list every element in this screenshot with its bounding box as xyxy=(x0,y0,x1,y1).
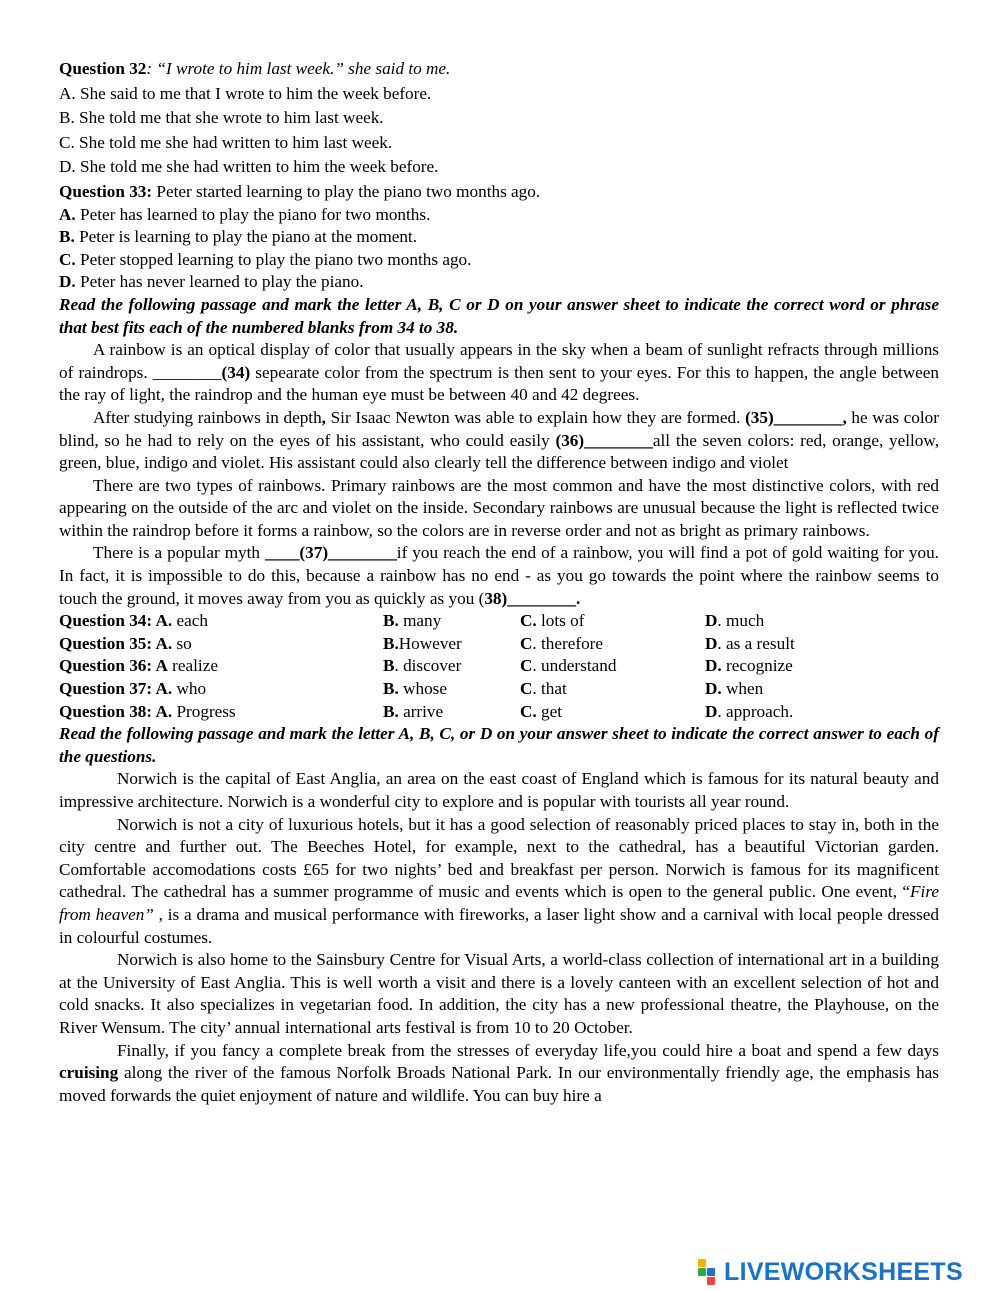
q33-option-a: A. Peter has learned to play the piano for two months. xyxy=(59,204,431,224)
liveworksheets-brand-text: LIVEWORKSHEETS xyxy=(724,1257,963,1286)
answer-row-37: Question 37: A. who B. whose C. that D. when xyxy=(59,679,764,699)
q33-option-d: D. Peter has never learned to play the piano. xyxy=(59,272,364,292)
answer-grid xyxy=(59,610,939,723)
worksheet-page xyxy=(59,58,939,1107)
passage2-paragraph-2: Norwich is not a city of luxurious hotels, but it has a good selection of reasonably priced places to stay in, both in the city centre and further out. The Beeches Hotel, for example, next to the cathedral, has a beautiful Victorian garden. Comfortable accomodations costs £65 for two nights’ bed and breakfast per person. Norwich is famous for its magnificent cathedral. The cathedral has a summer programme of music and events which is open to the general public. One event, “Fire from heaven” , is a drama and musical performance with fireworks, a laser light show and a carnival with local people dressed in colourful costumes. xyxy=(59,814,939,947)
passage1-paragraph-2: After studying rainbows in depth, Sir Isaac Newton was able to explain how they are formed. (35)________, he was color blind, so he had to rely on the eyes of his assistant, who could easily (36)________all the seven colors: red, orange, yellow, green, blue, indigo and violet. His assistant could also clearly tell the difference between indigo and violet xyxy=(59,407,939,473)
q32-option-d: D. She told me she had written to him the week before. xyxy=(59,157,439,177)
q33-option-c: C. Peter stopped learning to play the piano two months ago. xyxy=(59,249,472,269)
passage2-paragraph-3: Norwich is also home to the Sainsbury Centre for Visual Arts, a world-class collection of international art in a building at the University of East Anglia. This is well worth a visit and there is a lovely canteen with an excellent selection of hot and cold snacks. It also specializes in vegetarian food. In addition, the city has a new professional theatre, the Playhouse, on the River Wensum. The city’ annual international arts festival is from 10 to 20 October. xyxy=(59,950,939,1037)
passage1-paragraph-3: There are two types of rainbows. Primary rainbows are the most common and have the most distinctive colors, with red appearing on the outside of the arc and violet on the inside. Secondary rainbows are unusual because the light is reflected twice within the raindrop before it forms a rainbow, so the colors are in reverse order and not as bright as primary rainbows. xyxy=(59,475,939,540)
liveworksheets-logo-icon xyxy=(698,1259,720,1285)
passage2-paragraph-4: Finally, if you fancy a complete break from the stresses of everyday life,you could hire a boat and spend a few days cruising along the river of the famous Norfolk Broads National Park. In our environmentally friendly age, the emphasis has moved forwards the quiet enjoyment of nature and wildlife. You can buy hire a xyxy=(59,1040,939,1105)
instruction-cloze: Read the following passage and mark the letter A, B, C or D on your answer sheet to indicate the correct word or phrase that best fits each of the numbered blanks from 34 to 38. xyxy=(59,294,939,337)
answer-row-34: Question 34: A. each B. many C. lots of D. much xyxy=(59,611,765,631)
answer-row-35: Question 35: A. so B.However C. therefore D. as a result xyxy=(59,633,795,653)
passage1-paragraph-4: There is a popular myth ____(37)________if you reach the end of a rainbow, you will find a pot of gold waiting for you. In fact, it is impossible to do this, because a rainbow has no end - as you go towards the point where the rainbow seems to touch the ground, it moves away from you as quickly as you (38)________. xyxy=(59,543,939,608)
q33-option-b: B. Peter is learning to play the piano at the moment. xyxy=(59,227,417,247)
answer-row-36: Question 36: A realize B. discover C. understand D. recognize xyxy=(59,656,793,676)
q33-prompt: Question 33: Peter started learning to play the piano two months ago. xyxy=(59,181,541,201)
passage1-paragraph-1: A rainbow is an optical display of color that usually appears in the sky when a beam of sunlight refracts through millions of raindrops. ________(34) sepearate color from the spectrum is then sent to your eyes. For this to happen, the angle between the ray of light, the raindrop and the human eye must be between 40 and 42 degrees. xyxy=(59,340,939,405)
liveworksheets-logo[interactable] xyxy=(698,1256,963,1288)
answer-row-38: Question 38: A. Progress B. arrive C. get D. approach. xyxy=(59,701,794,721)
q32-option-c: C. She told me she had written to him last week. xyxy=(59,132,393,152)
q32-option-b: B. She told me that she wrote to him last week. xyxy=(59,108,384,128)
q32-prompt: Question 32: “I wrote to him last week.” she said to me. xyxy=(59,59,451,78)
q32-option-a: A. She said to me that I wrote to him the week before. xyxy=(59,83,432,103)
instruction-reading: Read the following passage and mark the letter A, B, C, or D on your answer sheet to indicate the correct answer to each of the questions. xyxy=(59,724,939,766)
passage2-paragraph-1: Norwich is the capital of East Anglia, an area on the east coast of England which is famous for its natural beauty and impressive architecture. Norwich is a wonderful city to explore and is popular with tourists all year round. xyxy=(59,769,939,811)
